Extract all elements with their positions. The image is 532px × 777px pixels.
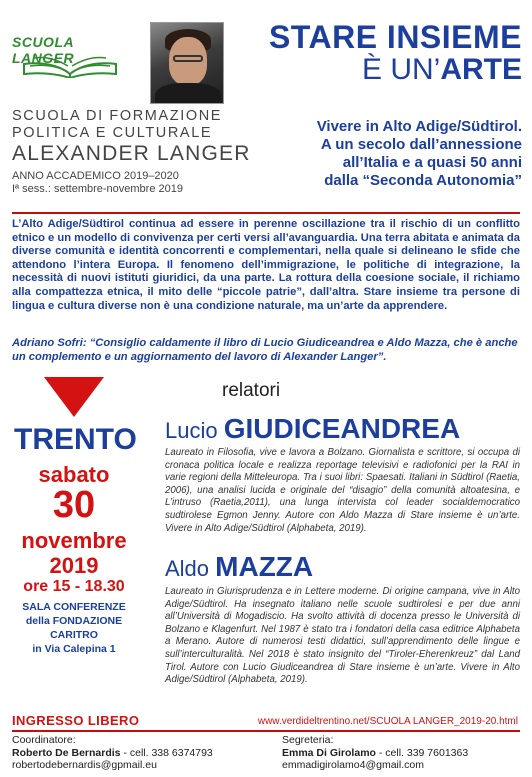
secretary-email[interactable]: emmadigirolamo4@gmail.com [282,759,424,771]
subtitle-line: dalla “Seconda Autonomia” [324,172,522,189]
venue-line: CARITRO [50,629,98,641]
website-link[interactable]: www.verdideltrentino.net/SCUOLA LANGER_2019-20.html [257,716,518,727]
venue-line: SALA CONFERENZE [22,601,126,613]
main-title [232,20,522,86]
event-year: 2019 [49,553,99,578]
subtitle-line: Vivere in Alto Adige/Südtirol. [316,118,522,135]
title-line2-a: È UN’ [361,53,441,86]
school-block [12,108,251,196]
event-hours: ore 15 - 18.30 [23,578,125,595]
school-name-line1: SCUOLA DI FORMAZIONE [12,108,223,124]
coordinator-contact [12,734,213,772]
secretary-label: Segreteria: [282,734,334,746]
coordinator-email[interactable]: robertodebernardis@gpmail.eu [12,759,157,771]
secretary-line [282,747,468,760]
secretary-contact [282,734,468,772]
title-line2-b: ARTE [440,53,522,86]
intro-paragraph: L’Alto Adige/Südtirol continua ad essere in perenne oscillazione tra il rischio di un conflitto etnico e un modello di convivenza per certi versi all’avanguardia. Una terra abitata e animata da diverse comunità e identità concorrenti e complementari, nella quale si delineano le sfide che attendono l’intera Europa. Il fenomeno dell’immigrazione, le politiche di integrazione, la necessità di nuovi istituti giuridici, da una parte. La rottura della coesione sociale, il richiamo alla compattezza etnica, il mito delle “piccole patrie”, dall’altra. Stare insieme tra persone di lingua e cultura diverse non è una condizione naturale, ma un’arte da apprendere. [12,218,520,312]
title-line2 [232,54,522,86]
sofri-quote: Adriano Sofri: “Consiglio caldamente il libro di Lucio Giudiceandrea e Aldo Mazza, che è anche un complemento e un aggiornamento del lavoro di Alexander Langer”. [12,337,518,363]
event-month: novembre [21,528,127,553]
coordinator-label: Coordinatore: [12,734,76,746]
title-line1: STARE INSIEME [268,19,522,55]
speaker1-first-name: Lucio [165,418,224,443]
session-dates: Iª sess.: settembre-novembre 2019 [12,183,183,195]
coordinator-name: Roberto De Bernardis [12,746,121,759]
speaker1-last-name: GIUDICEANDREA [223,413,461,444]
school-name-line3: ALEXANDER LANGER [12,142,251,165]
school-logo [12,30,132,82]
subtitle-line: A un secolo dall’annessione [320,136,522,153]
subtitle [232,118,522,190]
down-arrow-icon [44,377,104,417]
subtitle-line: all’Italia e a quasi 50 anni [342,154,522,171]
event-city: TRENTO [14,423,137,456]
speakers-heading: relatori [222,380,281,401]
coordinator-phone: - cell. 338 6374793 [120,746,213,759]
free-entry-label: INGRESSO LIBERO [12,713,140,728]
logo-text: SCUOLA LANGER [12,34,75,66]
divider-bottom [12,730,520,732]
speaker2-first-name: Aldo [165,556,216,581]
speaker2-last-name: MAZZA [215,551,314,582]
event-day: 30 [52,484,96,526]
event-venue [14,600,134,656]
venue-line: in Via Calepina 1 [32,643,116,655]
speaker2-bio: Laureato in Giurisprudenza e in Lettere moderne. Di origine campana, vive in Alto Adige/Südtirol. Ha insegnato italiano nelle scuole sudtirolesi e per due anni all’Università di Mogadiscio. Ha svolto attività di docenza presso le Università di Bolzano e Klagenfurt. Nel 1987 è stato tra i fondatori della casa editrice Alphabeta a Merano. Autore di numerosi testi didattici, sull’apprendimento delle lingue e sull’interculturalità. Nel 2018 è stato insignito del “Tiroler-Eherenkreuz” dal Land Tirol. Autore con Lucio Giudiceandrea di Stare insieme è un’arte. Vivere in Alto Adige/Südtirol (Alphabeta, 2019). [165,586,520,686]
speaker2-name [165,551,313,583]
speaker1-name [165,413,460,445]
speaker-photo [150,22,224,104]
divider-top [12,212,520,214]
speaker1-bio: Laureato in Filosofia, vive e lavora a Bolzano. Giornalista e scrittore, si occupa di cronaca politica locale e realizza reportage televisivi e radiofonici per la RAI in varie regioni della Mitteleuropa. Tra i suoi libri: Spaesati. Italiani in Südtirol (Raetia, 2006), una analisi lucida e originale del “disagio” della comunità altoatesina, e L’intruso (Raetia,2011), una lunga intervista col leader socialdemocratico sudtirolese Egmon Jenny. Autore con Aldo Mazza di Stare insieme è un’arte. Vivere in Alto Adige/Südtirol (Alphabeta, 2019). [165,447,520,534]
school-name-line2: POLITICA E CULTURALE [12,125,213,141]
academic-year: ANNO ACCADEMICO 2019–2020 [12,170,179,182]
coordinator-line [12,747,213,760]
secretary-name: Emma Di Girolamo [282,746,376,759]
event-weekday: sabato [38,462,110,487]
secretary-phone: - cell. 339 7601363 [375,746,469,759]
book-icon [20,50,120,78]
venue-line: della FONDAZIONE [25,615,123,627]
